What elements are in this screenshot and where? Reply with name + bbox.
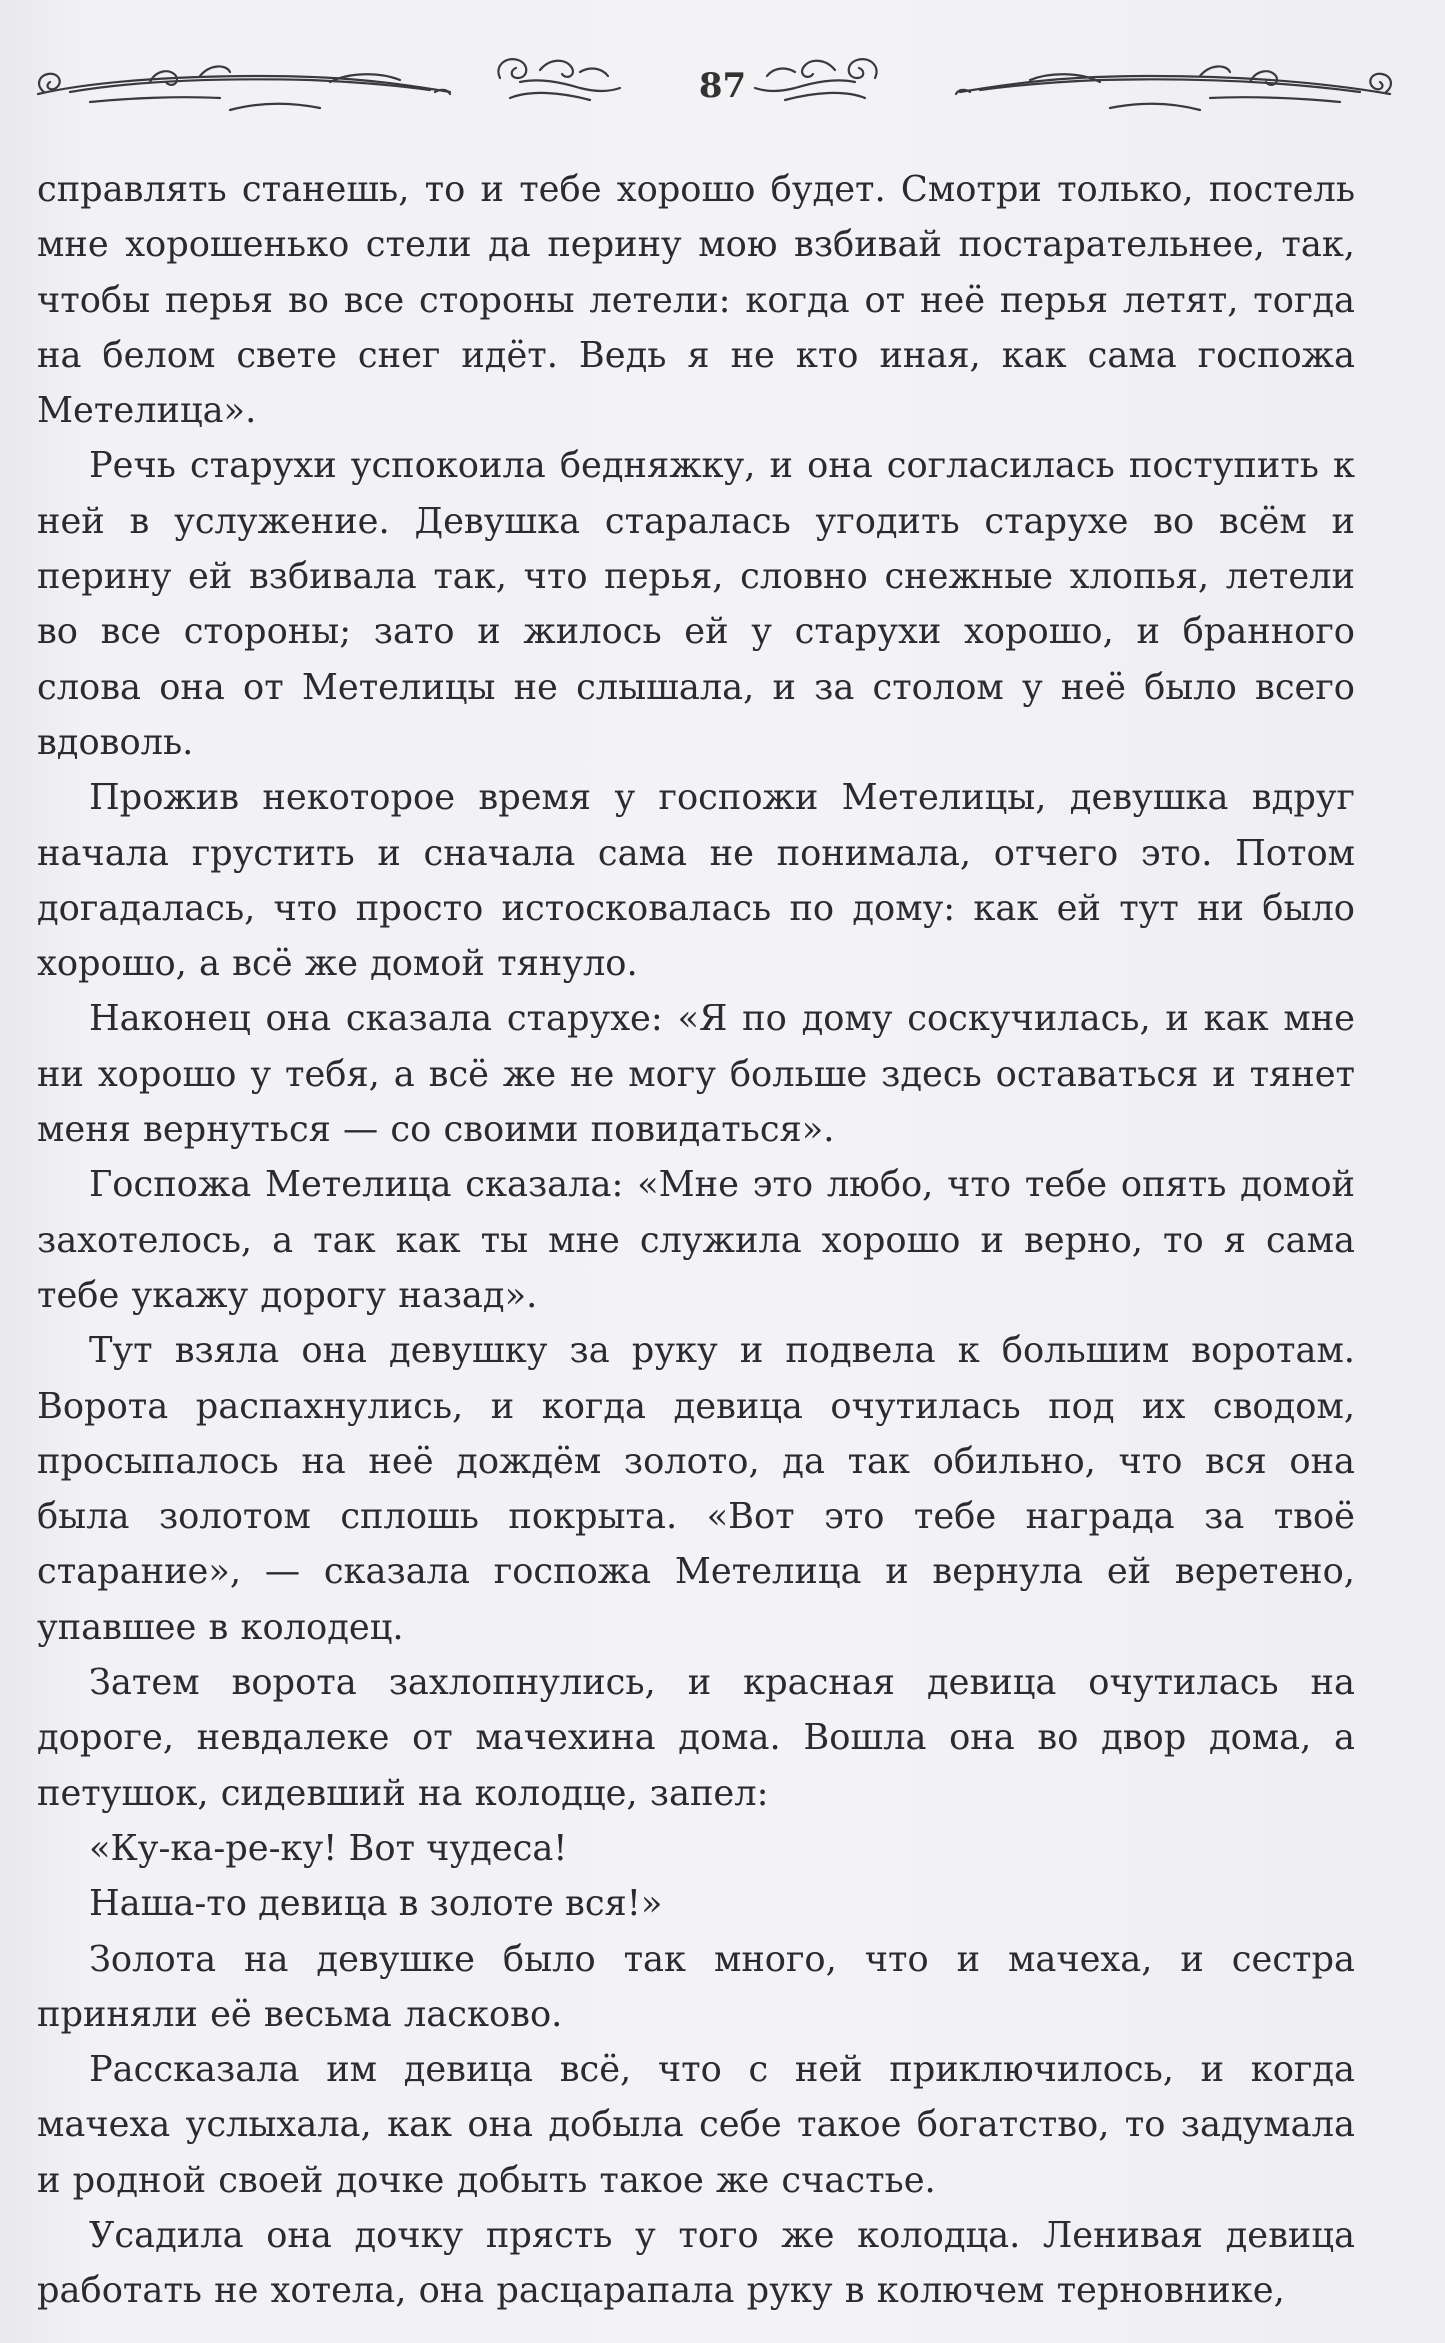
paragraph: Усадила она дочку прясть у того же колодца. Ленивая девица работать не хотела, она расцарапала руку в колючем терновнике, (37, 2214, 1355, 2312)
paragraph: Тут взяла она девушку за руку и подвела к большим воротам. Ворота распахнулись, и когда девица очутилась под их сводом, просыпалось на неё дождём золото, да так обильно, что вся она была золотом сплошь покрыта. «Вот это тебе награда за твоё старание», — сказала госпожа Метелица и вернула ей веретено, упавшее в колодец. (37, 1330, 1355, 1648)
verse-line: «Ку-ка-ре-ку! Вот чудеса! (89, 1827, 568, 1869)
paragraph: справлять станешь, то и тебе хорошо будет. Смотри только, постель мне хорошенько стели да перину мою взбивай постарательнее, так, чтобы перья во все стороны летели: когда от неё перья летят, тогда на белом свете снег идёт. Ведь я не кто иная, как сама госпожа Метелица». (37, 169, 1355, 432)
paragraph: Прожив некоторое время у госпожи Метелицы, девушка вдруг начала грустить и сначала сама не понимала, отчего это. Потом догадалась, что просто истосковалась по дому: как ей тут ни было хорошо, а всё же домой тянуло. (37, 777, 1355, 985)
ornament-right-small (745, 48, 895, 118)
main-text (37, 162, 1355, 2319)
paragraph: Наконец она сказала старухе: «Я по дому соскучилась, и как мне ни хорошо у тебя, а всё же не могу больше здесь оставаться и тянет меня вернуться — со своими повидаться». (37, 998, 1355, 1151)
scroll-ornament-right (950, 52, 1400, 122)
paragraph: Рассказала им девица всё, что с ней приключилось, и когда мачеха услыхала, как она добыла себе такое богатство, то задумала и родной своей дочке добыть такое же счастье. (37, 2049, 1355, 2201)
paragraph: Госпожа Метелица сказала: «Мне это любо, что тебе опять домой захотелось, а так как ты мне служила хорошо и верно, то я сама тебе укажу дорогу назад». (37, 1164, 1355, 1316)
page-number: 87 (698, 66, 747, 106)
paragraph: Затем ворота захлопнулись, и красная девица очутилась на дороге, невдалеке от мачехина дома. Вошла она во двор дома, а петушок, сидевший на колодце, запел: (37, 1662, 1355, 1814)
verse-line: Наша-то девица в золоте вся!» (89, 1883, 663, 1925)
paragraph: Речь старухи успокоила бедняжку, и она согласилась поступить к ней в услужение. Девушка старалась угодить старухе во всём и перину ей взбивала так, что перья, словно снежные хлопья, летели во все стороны; зато и жилось ей у старухи хорошо, и бранного слова она от Метелицы не слышала, и за столом у неё было всего вдоволь. (37, 445, 1355, 763)
paragraph: Золота на девушке было так много, что и мачеха, и сестра приняли её весьма ласково. (37, 1938, 1355, 2035)
page-header (30, 48, 1415, 128)
